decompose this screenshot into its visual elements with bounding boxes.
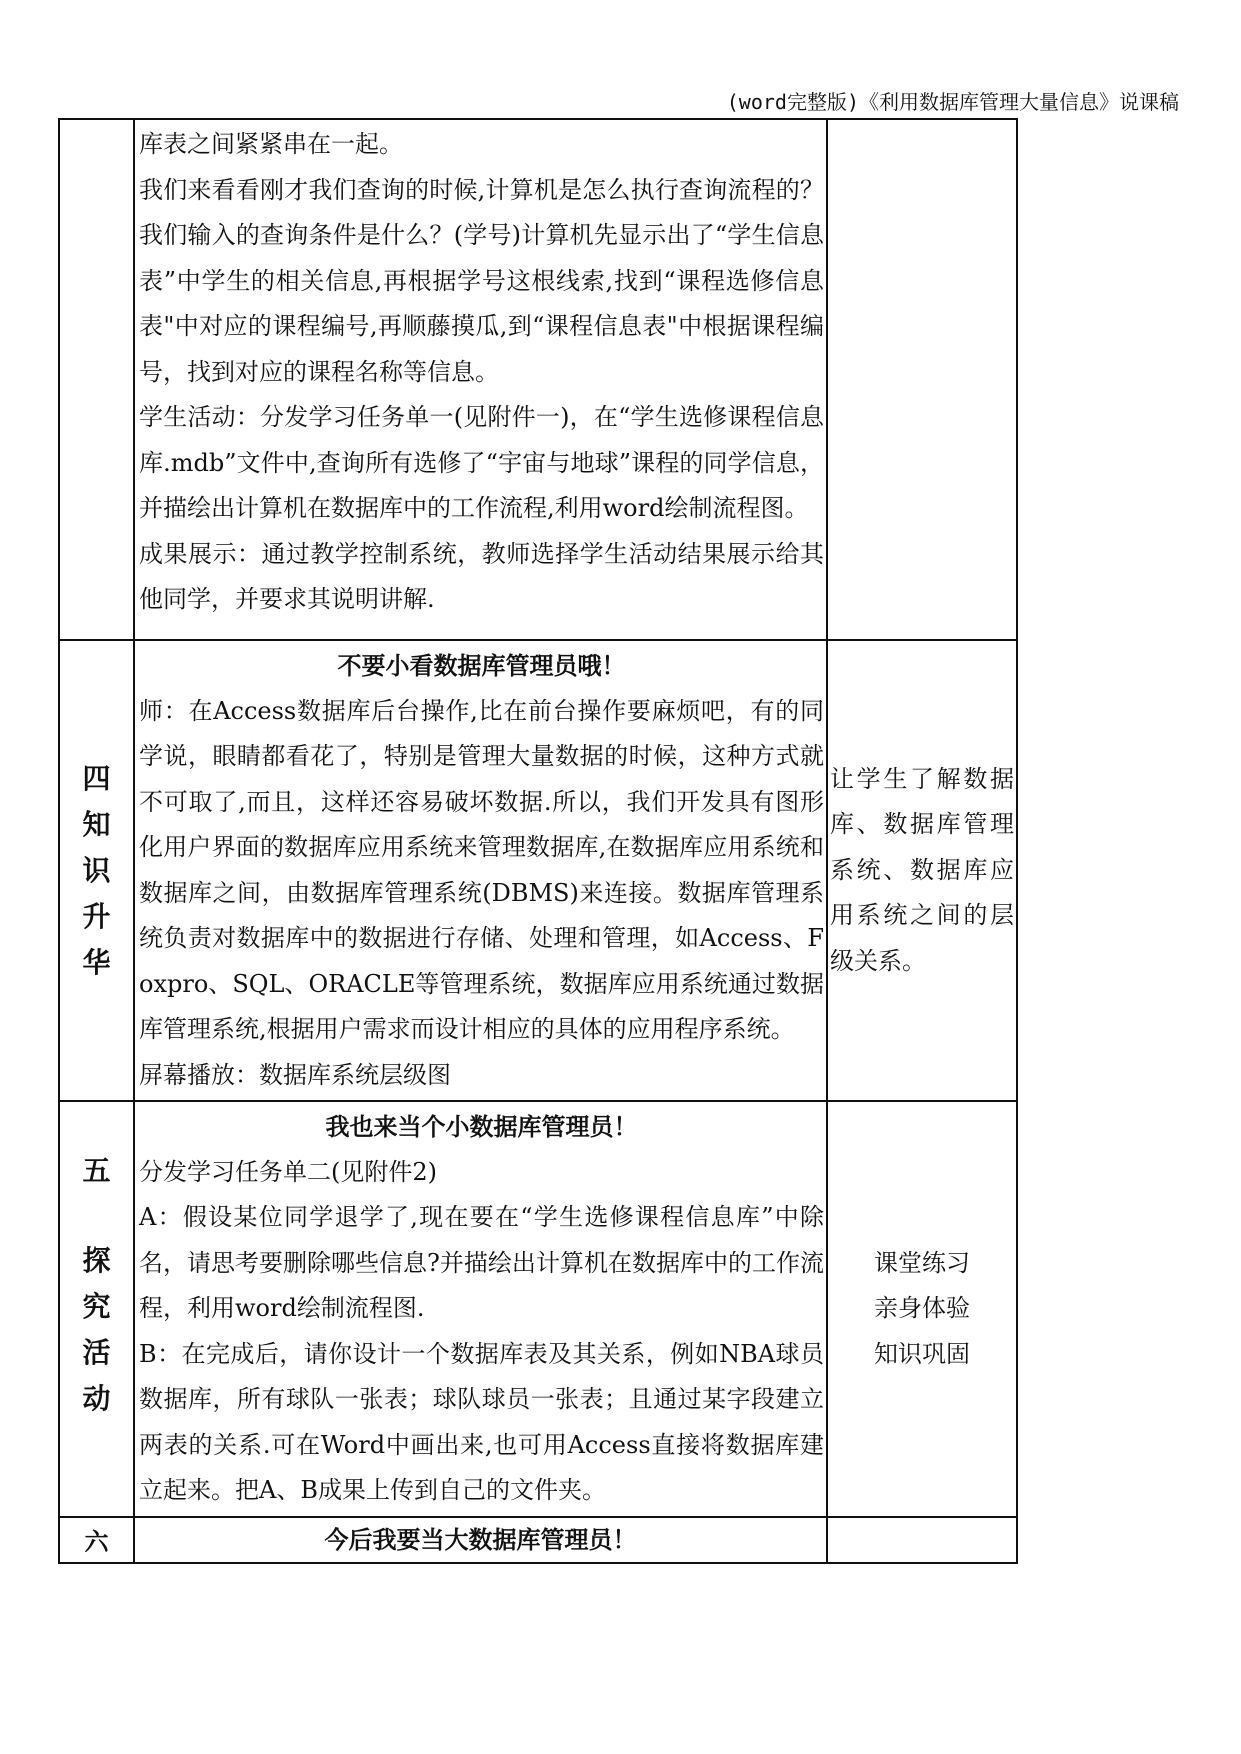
- paragraph: A：假设某位同学退学了,现在要在“学生选修课程信息库”中除名，请思考要删除哪些信息?并描绘出计算机在数据库中的工作流程，利用word绘制流程图.: [139, 1203, 824, 1322]
- stage-cell: [59, 1101, 134, 1517]
- stage-char: 知: [82, 807, 111, 841]
- note-line: 知识巩固: [874, 1339, 970, 1368]
- note-cell-empty: [827, 119, 1017, 640]
- stage-cell: 六: [59, 1517, 134, 1563]
- content-cell: [134, 640, 827, 1101]
- content-cell: [134, 1101, 827, 1517]
- stage-char: 探: [82, 1244, 111, 1277]
- table-row-continuation: [59, 119, 1017, 640]
- stage-char: 四: [82, 761, 111, 795]
- paragraph: 库表之间紧紧串在一起。: [139, 130, 403, 158]
- stage-cell-empty: [59, 119, 134, 640]
- content-cell: [134, 119, 827, 640]
- paragraph: 学生活动：分发学习任务单一(见附件一)，在“学生选修课程信息库.mdb”文件中,查询所有选修了“宇宙与地球”课程的同学信息，并描绘出计算机在数据库中的工作流程,利用word绘制流程图。: [139, 403, 824, 522]
- stage-char: 识: [82, 853, 111, 887]
- stage-char: 动: [82, 1382, 111, 1415]
- note-cell: [827, 640, 1017, 1101]
- note-line: 课堂练习: [874, 1248, 970, 1277]
- table-row-stage-6: [59, 1517, 1017, 1563]
- stage-char: 活: [82, 1336, 111, 1369]
- lesson-plan-table: [58, 118, 1018, 1564]
- stage-char: 五: [82, 1154, 111, 1187]
- paragraph: B：在完成后，请你设计一个数据库表及其关系，例如NBA球员数据库，所有球队一张表；球队球员一张表；且通过某字段建立两表的关系.可在Word中画出来,也可用Access直接将数据库建立起来。把A、B成果上传到自己的文件夹。: [139, 1339, 824, 1504]
- stage-char: 华: [82, 945, 111, 979]
- paragraph: 师：在Access数据库后台操作,比在前台操作要麻烦吧，有的同学说，眼睛都看花了，特别是管理大量数据的时候，这种方式就不可取了,而且，这样还容易破坏数据.所以，我们开发具有图形化用户界面的数据库应用系统来管理数据库,在数据库应用系统和数据库之间，由数据库管理系统(DBMS)来连接。数据库管理系统负责对数据库中的数据进行存储、处理和管理，如Access、Foxpro、SQL、ORACLE等管理系统，数据库应用系统通过数据库管理系统,根据用户需求而设计相应的具体的应用程序系统。: [139, 696, 824, 1043]
- paragraph: 屏幕播放：数据库系统层级图: [139, 1060, 451, 1089]
- note-text: 让学生了解数据库、数据库管理系统、数据库应用系统之间的层级关系。: [830, 764, 1014, 975]
- stage-char: 升: [82, 899, 111, 933]
- note-cell-empty: [827, 1517, 1017, 1563]
- paragraph: 成果展示：通过教学控制系统，教师选择学生活动结果展示给其他同学，并要求其说明讲解.: [139, 539, 824, 613]
- table-row-stage-4: [59, 640, 1017, 1101]
- paragraph: 分发学习任务单二(见附件2): [139, 1157, 437, 1186]
- page-header-title: (word完整版)《利用数据库管理大量信息》说课稿: [726, 90, 1179, 114]
- stage-cell: [59, 640, 134, 1101]
- section-heading: 不要小看数据库管理员哦！: [337, 651, 626, 680]
- table-row-stage-5: [59, 1101, 1017, 1517]
- note-line: 亲身体验: [874, 1294, 970, 1322]
- section-heading: 今后我要当大数据库管理员！: [134, 1517, 827, 1563]
- stage-char: 究: [82, 1290, 111, 1323]
- note-cell: [827, 1101, 1017, 1517]
- section-heading: 我也来当个小数据库管理员！: [325, 1112, 638, 1141]
- paragraph: 我们来看看刚才我们查询的时候,计算机是怎么执行查询流程的？我们输入的查询条件是什么？(学号)计算机先显示出了“学生信息表”中学生的相关信息,再根据学号这根线索,找到“课程选修信息表"中对应的课程编号,再顺藤摸瓜,到“课程信息表"中根据课程编号，找到对应的课程名称等信息。: [139, 175, 824, 386]
